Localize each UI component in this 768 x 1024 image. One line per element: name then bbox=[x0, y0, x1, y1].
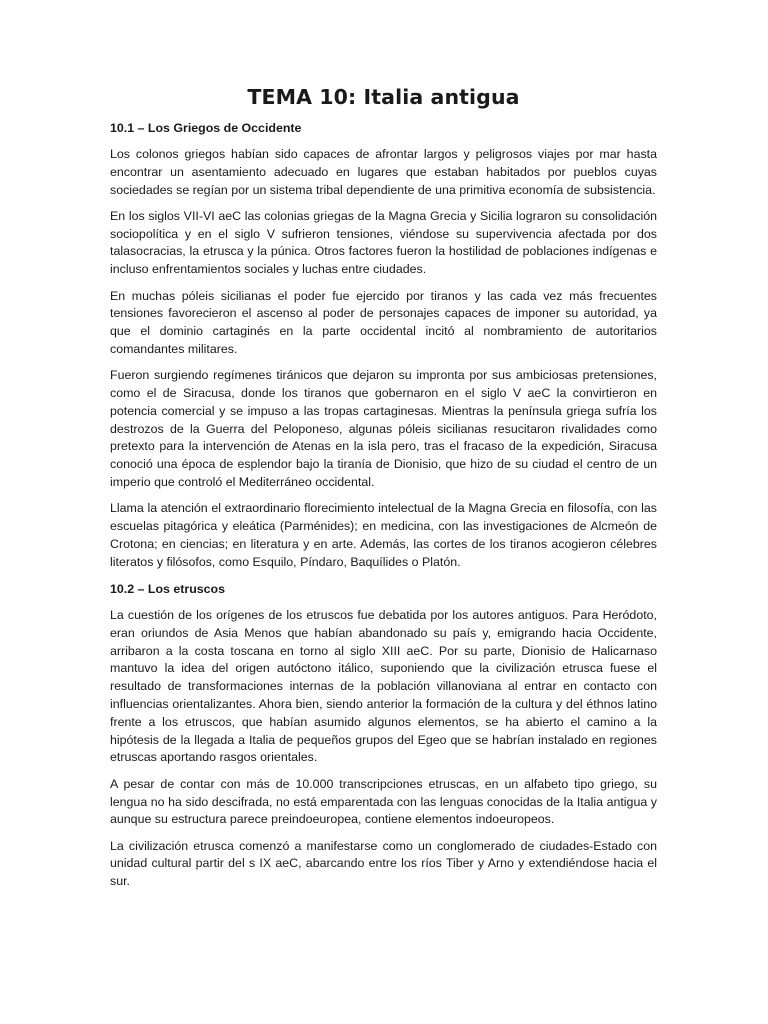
section-heading: 10.2 – Los etruscos bbox=[110, 582, 226, 597]
section-griegos-occidente bbox=[110, 119, 657, 572]
paragraph: Los colonos griegos habían sido capaces de afrontar largos y peligrosos viajes por mar hasta encontrar un asentamiento adecuado en lugares que estaban habitados por pueblos cuyas sociedades se regían por un sistema tribal dependiente de una primitiva economía de subsistencia. bbox=[110, 147, 657, 197]
paragraph: Llama la atención el extraordinario florecimiento intelectual de la Magna Grecia en filosofía, con las escuelas pitagórica y eleática (Parménides); en medicina, con las investigaciones de Alcmeón de Crotona; en ciencias; en literatura y en arte. Además, las cortes de los tiranos acogieron célebres literatos y filósofos, como Esquilo, Píndaro, Baquílides o Platón. bbox=[110, 501, 657, 569]
paragraph: La civilización etrusca comenzó a manifestarse como un conglomerado de ciudades-Estado con unidad cultural partir del s IX aeC, abarcando entre los ríos Tiber y Arno y extendiéndose hacia el sur. bbox=[110, 838, 657, 889]
paragraph: Fueron surgiendo regímenes tiránicos que dejaron su impronta por sus ambiciosas pretensiones, como el de Siracusa, donde los tiranos que gobernaron en el siglo V aeC la convirtieron en potencia comercial y se impuso a las tropas cartaginesas. Mientras la península griega sufría los destrozos de la Guerra del Peloponeso, algunas póleis sicilianas resucitaron rivalidades como pretexto para la intervención de Atenas en la isla pero, tras el fracaso de la expedición, Siracusa conoció una época de esplendor bajo la tiranía de Dionisio, que hizo de su ciudad el centro de un imperio que controló el Mediterráneo occidental. bbox=[110, 368, 657, 490]
document-page bbox=[110, 84, 657, 899]
paragraph: En los siglos VII-VI aeC las colonias griegas de la Magna Grecia y Sicilia lograron su consolidación sociopolítica y en el siglo V sufrieron tensiones, viéndose su supervivencia afectada por dos talasocracias, la etrusca y la púnica. Otros factores fueron la hostilidad de poblaciones indígenas e incluso enfrentamientos sociales y luchas entre ciudades. bbox=[110, 208, 657, 277]
paragraph: La cuestión de los orígenes de los etruscos fue debatida por los autores antiguos. Para Heródoto, eran oriundos de Asia Menos que habían abandonado su país y, emigrando hacia Occidente, arribaron a la costa toscana en torno al siglo XIII aeC. Por su parte, Dionisio de Halicarnaso mantuvo la idea del origen autóctono itálico, suponiendo que la civilización etrusca fuese el resultado de transformaciones internas de la población villanoviana al entrar en contacto con influencias orientalizantes. Ahora bien, siendo anterior la formación de la cultura y del éthnos latino frente a los etruscos, que habían asumido algunos elementos, se ha abierto el camino a la hipótesis de la llegada a Italia de pequeños grupos del Egeo que se habrían instalado en regiones etruscas aportando rasgos orientales. bbox=[110, 608, 657, 765]
paragraph: En muchas póleis sicilianas el poder fue ejercido por tiranos y las cada vez más frecuentes tensiones favorecieron el ascenso al poder de personajes capaces de imponer su autoridad, ya que el dominio cartaginés en la parte occidental incitó al nombramiento de autoritarios comandantes militares. bbox=[110, 288, 657, 356]
page-title: TEMA 10: Italia antigua bbox=[247, 85, 520, 109]
section-etruscos bbox=[110, 580, 657, 891]
section-heading: 10.1 – Los Griegos de Occidente bbox=[110, 121, 302, 135]
paragraph: A pesar de contar con más de 10.000 transcripciones etruscas, en un alfabeto tipo griego, su lengua no ha sido descifrada, no está emparentada con las lenguas conocidas de la Italia antigua y aunque su estructura parece preindoeuropea, contiene elementos indoeuropeos. bbox=[110, 776, 657, 827]
